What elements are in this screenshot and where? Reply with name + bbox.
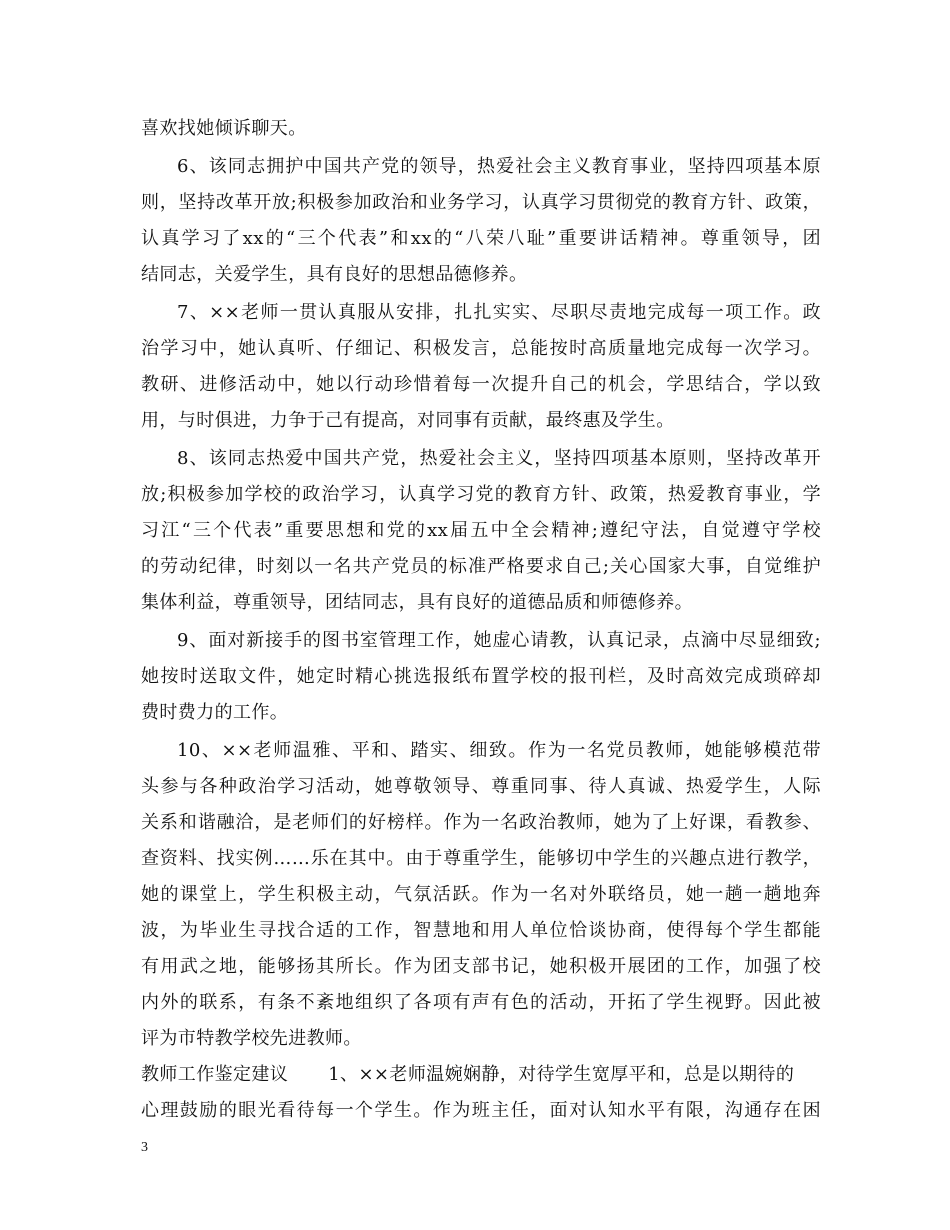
text-line: 关系和谐融洽，是老师们的好榜样。作为一名政治教师，她为了上好课，看教参、 (141, 812, 821, 833)
page-number: 3 (141, 1140, 148, 1155)
text-line: 7、××老师一贯认真服从安排，扎扎实实、尽职尽责地完成每一项工作。政 (177, 302, 821, 323)
text-line: 6、该同志拥护中国共产党的领导，热爱社会主义教育事业，坚持四项基本原 (177, 156, 821, 177)
text-line: 头参与各种政治学习活动，她尊敬领导、尊重同事、待人真诚、热爱学生，人际 (141, 776, 821, 797)
text-line: 费时费力的工作。 (141, 702, 289, 723)
text-line: 教研、进修活动中，她以行动珍惜着每一次提升自己的机会，学思结合，学以致 (141, 374, 821, 395)
text-line: 9、面对新接手的图书室管理工作，她虚心请教，认真记录，点滴中尽显细致; (177, 630, 821, 651)
text-line: 评为市特教学校先进教师。 (141, 1028, 362, 1049)
text-line: 放;积极参加学校的政治学习，认真学习党的教育方针、政策，热爱教育事业，学 (141, 484, 821, 505)
text-line: 则，坚持改革开放;积极参加政治和业务学习，认真学习贯彻党的教育方针、政策， (141, 192, 821, 213)
text-line: 10、××老师温雅、平和、踏实、细致。作为一名党员教师，她能够模范带 (177, 740, 821, 761)
section-heading-line (141, 1063, 821, 1087)
text-line: 她的课堂上，学生积极主动，气氛活跃。作为一名对外联络员，她一趟一趟地奔 (141, 884, 821, 905)
text-line: 查资料、找实例……乐在其中。由于尊重学生，能够切中学生的兴趣点进行教学， (141, 848, 821, 869)
text-line: 有用武之地，能够扬其所长。作为团支部书记，她积极开展团的工作，加强了校 (141, 956, 821, 977)
section-heading: 教师工作鉴定建议 (141, 1064, 289, 1085)
text-line: 集体利益，尊重领导，团结同志，具有良好的道德品质和师德修养。 (141, 592, 693, 613)
text-line: 她按时送取文件，她定时精心挑选报纸布置学校的报刊栏，及时高效完成琐碎却 (141, 666, 821, 687)
text-line: 8、该同志热爱中国共产党，热爱社会主义，坚持四项基本原则，坚持改革开 (177, 448, 821, 469)
text-line: 内外的联系，有条不紊地组织了各项有声有色的活动，开拓了学生视野。因此被 (141, 992, 821, 1013)
text-line: 认真学习了xx的“三个代表”和xx的“八荣八耻”重要讲话精神。尊重领导，团 (141, 228, 821, 249)
text-line: 喜欢找她倾诉聊天。 (141, 118, 307, 139)
text-line: 结同志，关爱学生，具有良好的思想品德修养。 (141, 264, 528, 285)
text-line: 1、××老师温婉娴静，对待学生宽厚平和，总是以期待的 (328, 1064, 795, 1085)
text-line: 习江“三个代表”重要思想和党的xx届五中全会精神;遵纪守法，自觉遵守学校 (141, 520, 821, 541)
text-line: 心理鼓励的眼光看待每一个学生。作为班主任，面对认知水平有限，沟通存在困 (141, 1100, 821, 1121)
text-line: 的劳动纪律，时刻以一名共产党员的标准严格要求自己;关心国家大事，自觉维护 (141, 556, 821, 577)
text-line: 治学习中，她认真听、仔细记、积极发言，总能按时高质量地完成每一次学习。 (141, 338, 821, 359)
text-line: 波，为毕业生寻找合适的工作，智慧地和用人单位恰谈协商，使得每个学生都能 (141, 920, 821, 941)
text-line: 用，与时俱进，力争于己有提高，对同事有贡献，最终惠及学生。 (141, 410, 675, 431)
